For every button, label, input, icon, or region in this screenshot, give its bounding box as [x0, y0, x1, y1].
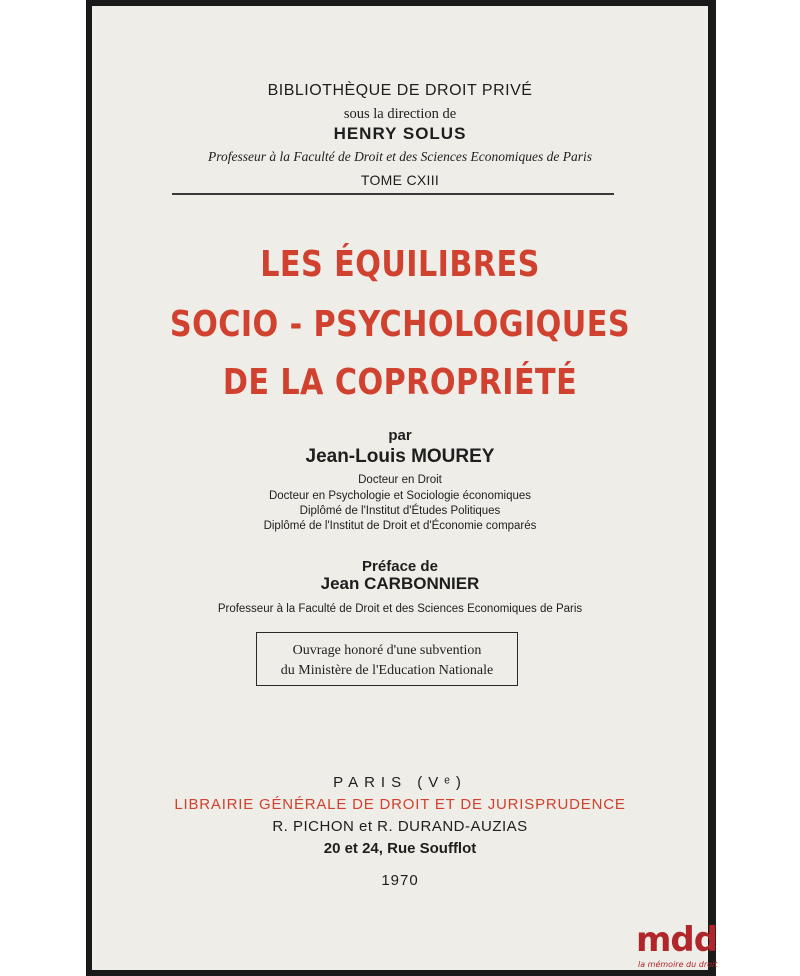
direction-label: sous la direction de	[343, 106, 457, 122]
mdd-watermark-logo	[636, 922, 732, 974]
subvention-line-1: Ouvrage honoré d'une subvention	[292, 643, 482, 658]
author-credential: Diplômé de l'Institut de Droit et d'Économie comparés	[263, 520, 537, 532]
author-credential: Diplômé de l'Institut d'Études Politiques	[299, 505, 501, 517]
author-credential: Docteur en Psychologie et Sociologie économiques	[268, 490, 532, 502]
preface-author-title: Professeur à la Faculté de Droit et des Sciences Economiques de Paris	[217, 603, 583, 615]
series-title: BIBLIOTHÈQUE DE DROIT PRIVÉ	[267, 82, 533, 99]
header-divider	[172, 193, 614, 195]
logo-text: mdd	[636, 920, 718, 960]
director-title: Professeur à la Faculté de Droit et des Sciences Economiques de Paris	[207, 149, 593, 164]
subvention-box	[256, 632, 518, 686]
author-credential: Docteur en Droit	[358, 474, 442, 486]
book-title-line-2: SOCIO - PSYCHOLOGIQUES	[169, 304, 631, 345]
director-name: HENRY SOLUS	[333, 124, 467, 143]
logo-tagline: la mémoire du droit	[638, 960, 718, 969]
tome-number: TOME CXIII	[360, 172, 440, 188]
publication-year: 1970	[381, 872, 419, 889]
by-label: par	[388, 427, 412, 444]
book-title-line-3: DE LA COPROPRIÉTÉ	[222, 362, 578, 403]
preface-label: Préface de	[362, 558, 438, 575]
book-title-line-1: LES ÉQUILIBRES	[260, 244, 540, 285]
publisher-name: LIBRAIRIE GÉNÉRALE DE DROIT ET DE JURISPRUDENCE	[174, 796, 626, 813]
publisher-editors: R. PICHON et R. DURAND-AUZIAS	[272, 818, 528, 835]
publisher-city: PARIS (Vᵉ)	[333, 774, 467, 791]
subvention-line-2: du Ministère de l'Education Nationale	[280, 663, 494, 678]
publisher-address: 20 et 24, Rue Soufflot	[323, 840, 477, 857]
book-cover	[92, 6, 708, 970]
preface-author-name: Jean CARBONNIER	[320, 574, 480, 593]
author-name: Jean-Louis MOUREY	[305, 446, 495, 467]
